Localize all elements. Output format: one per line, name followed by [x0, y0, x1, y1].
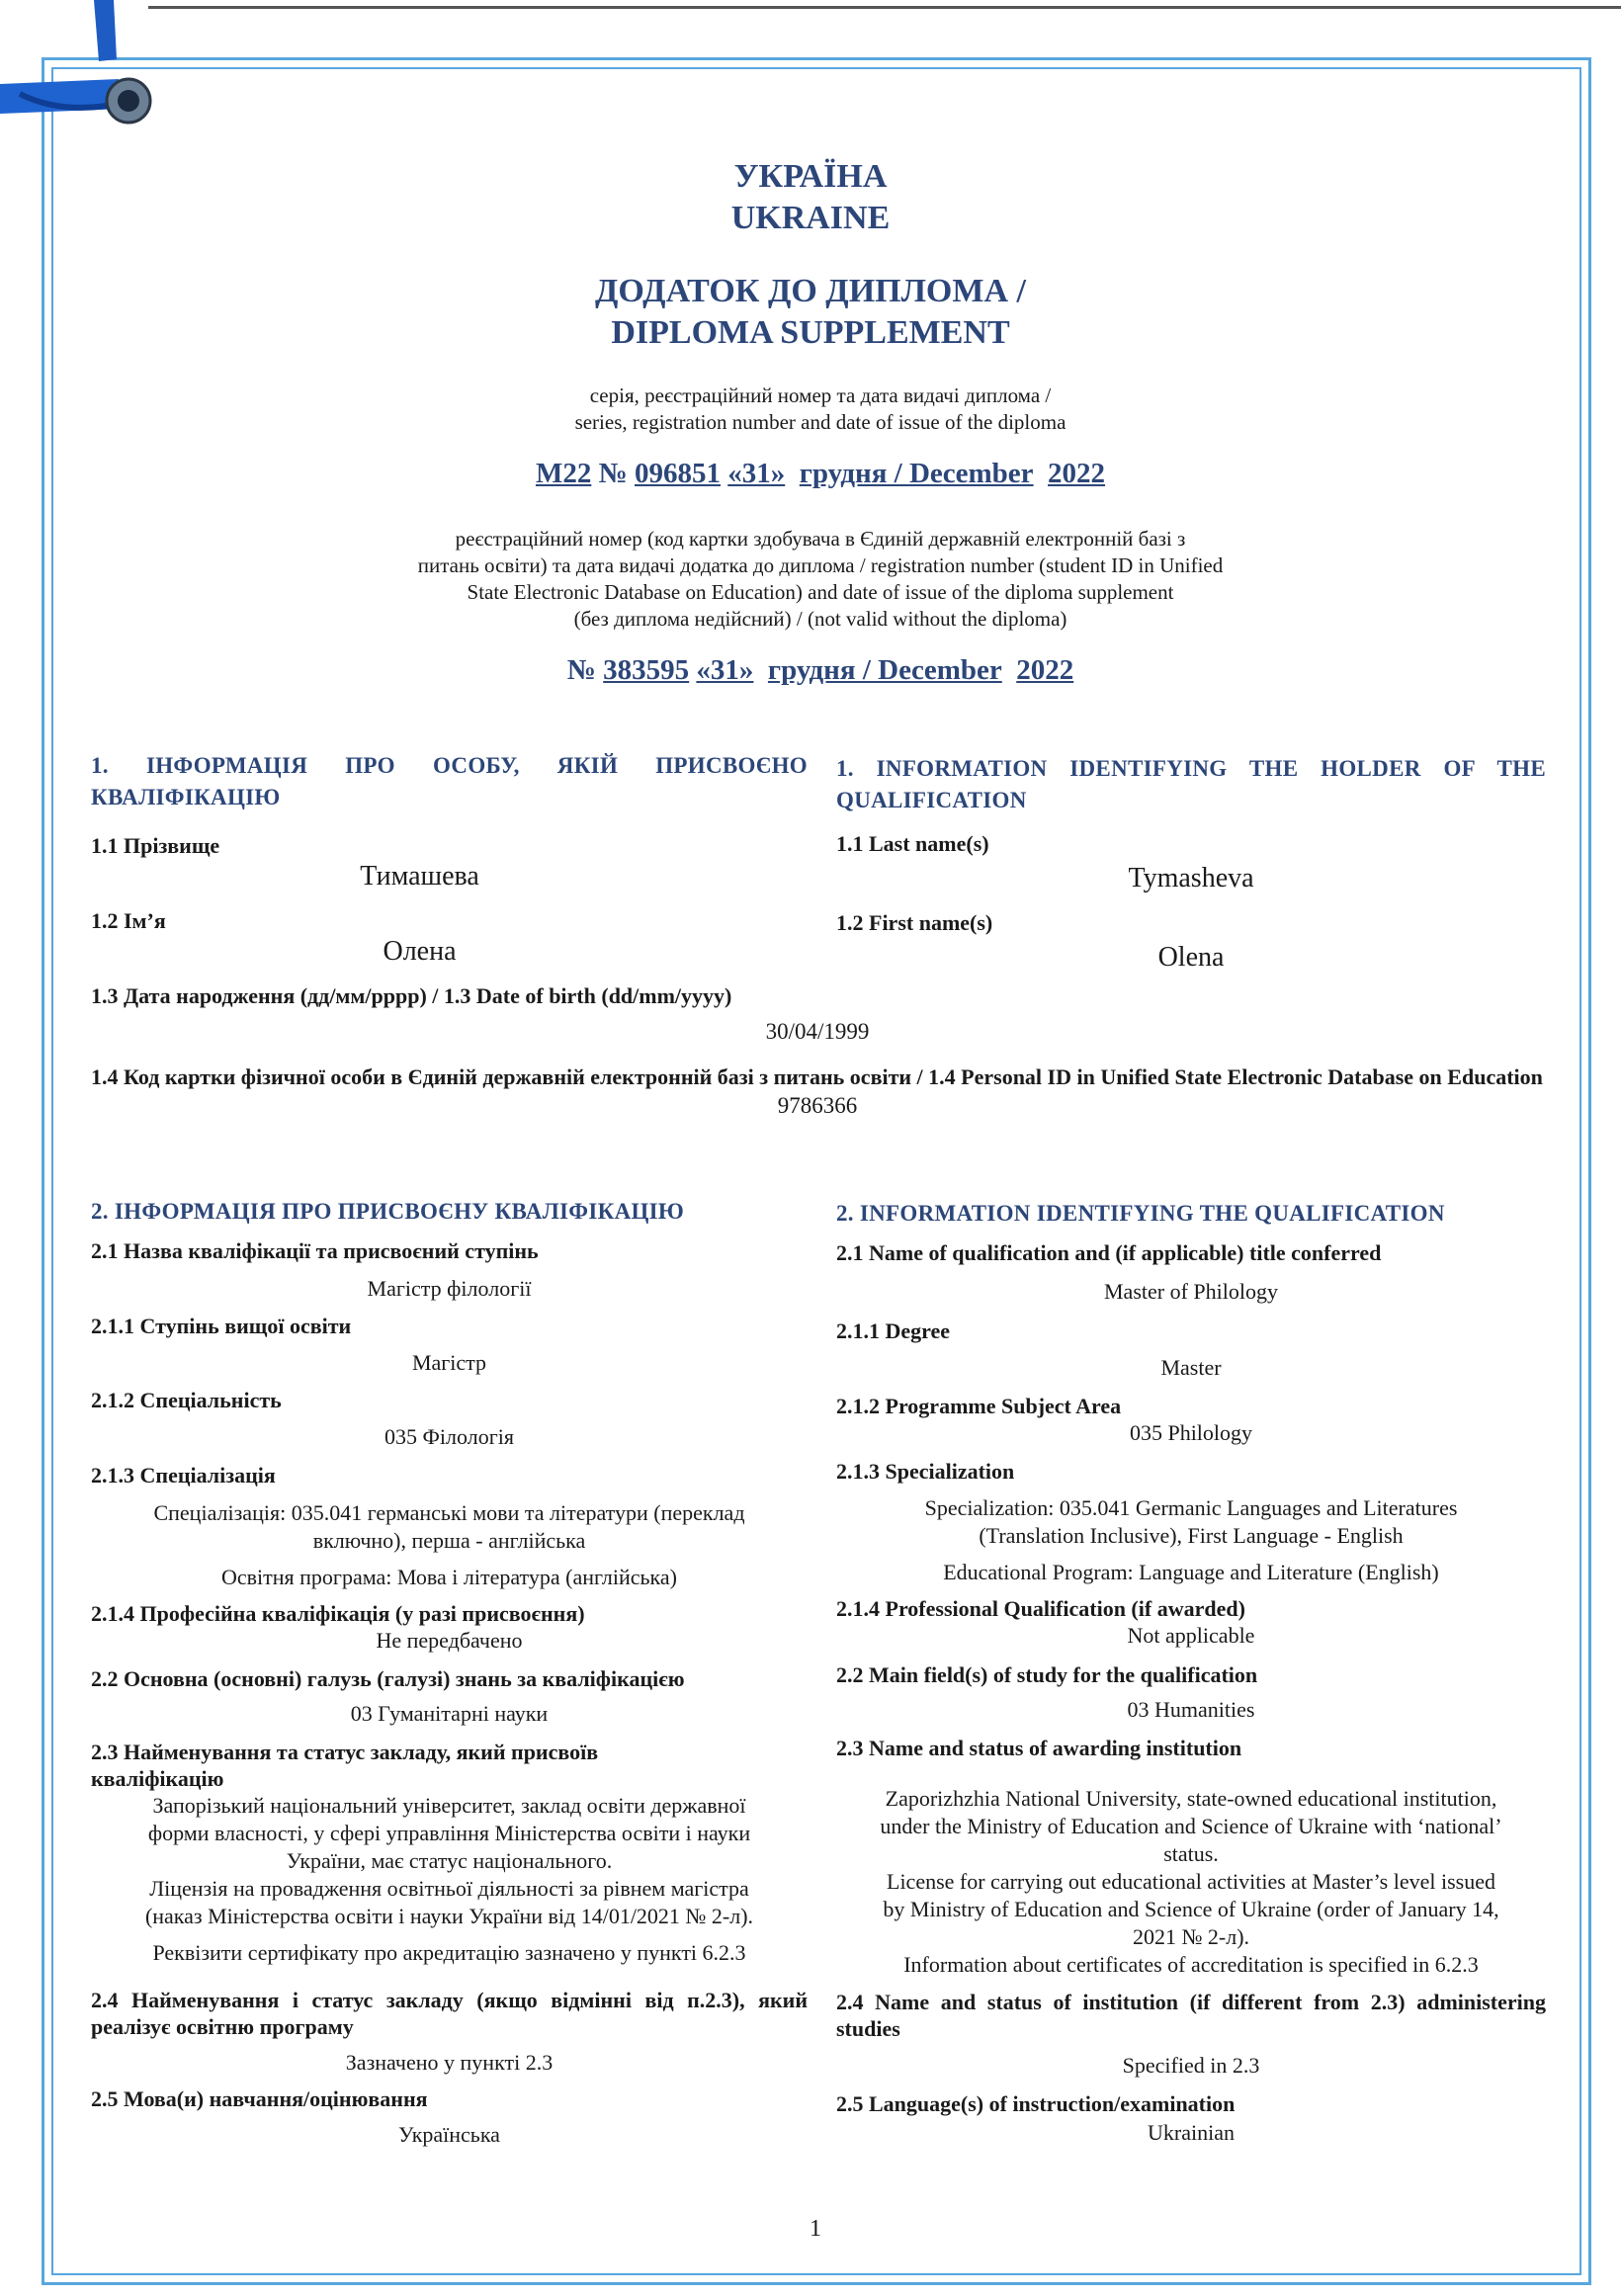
q214-label-en: 2.1.4 Professional Qualification (if awarded) [836, 1596, 1245, 1621]
q23-uk-3: України, має статус національного. [286, 1848, 613, 1873]
scan-top-edge [148, 6, 1621, 9]
last-name-uk: Тимашева [360, 861, 479, 892]
q23-en-3: status. [1163, 1841, 1219, 1866]
q213-en-3: Educational Program: Language and Literature (English) [943, 1560, 1439, 1584]
section2-heading-uk: 2. ІНФОРМАЦІЯ ПРО ПРИСВОЄНУ КВАЛІФІКАЦІЮ [91, 1199, 685, 1224]
q23-uk-2: форми власності, у сфері управління Міністерства освіти і науки [147, 1821, 751, 1845]
section2-heading-en: 2. INFORMATION IDENTIFYING THE QUALIFICATION [836, 1201, 1445, 1226]
q24-label-en: 2.4 Name and status of institution (if different from 2.3) administering studies [836, 1990, 1546, 2041]
q211-label-en: 2.1.1 Degree [836, 1318, 951, 1343]
series-caption-line-1: серія, реєстраційний номер та дата видачі диплома / [589, 383, 1052, 407]
q213-label-uk: 2.1.3 Спеціалізація [91, 1463, 276, 1488]
q23-uk-6: Реквізити сертифікату про акредитацію зазначено у пункті 6.2.3 [152, 1940, 746, 1965]
q214-uk: Не передбачено [376, 1628, 523, 1653]
diploma-number-line [0, 456, 1621, 491]
q213-en-2: (Translation Inclusive), First Language - English [979, 1523, 1404, 1548]
q23-label-uk-1: 2.3 Найменування та статус закладу, який присвоїв [91, 1740, 599, 1764]
q21-en: Master of Philology [1104, 1279, 1278, 1304]
q211-uk: Магістр [411, 1350, 487, 1375]
q23-label-en: 2.3 Name and status of awarding institution [836, 1736, 1242, 1760]
q212-label-en: 2.1.2 Programme Subject Area [836, 1394, 1122, 1418]
last-name-en-block [836, 830, 1546, 896]
supplement-number-line [0, 652, 1621, 688]
supplement-year: 2022 [1016, 654, 1074, 686]
supplement-caption-line-3: State Electronic Database on Education) and date of issue of the diploma supplement [467, 580, 1174, 604]
last-name-label-en: 1.1 Last name(s) [836, 831, 989, 856]
q214-en: Not applicable [1127, 1623, 1255, 1648]
q213-uk-3: Освітня програма: Мова і література (англійська) [221, 1565, 677, 1589]
first-name-en-block [836, 909, 1546, 976]
section2-left-column [91, 1237, 808, 2149]
q23-uk-1: Запорізький національний університет, заклад освіти державної [152, 1793, 746, 1818]
q22-label-en: 2.2 Main field(s) of study for the qualification [836, 1662, 1258, 1687]
document-title [0, 271, 1621, 354]
q211-label-uk: 2.1.1 Ступінь вищої освіти [91, 1314, 352, 1338]
first-name-label-en: 1.2 First name(s) [836, 910, 993, 935]
q24-label-uk: 2.4 Найменування і статус закладу (якщо відмінні від п.2.3), який реалізує освітню програму [91, 1988, 808, 2039]
q212-en: 035 Philology [1129, 1420, 1253, 1445]
section1-heading-en: 1. INFORMATION IDENTIFYING THE HOLDER OF THE QUALIFICATION [836, 756, 1546, 812]
q21-uk: Магістр філології [367, 1276, 532, 1301]
country-title [0, 156, 1621, 239]
q23-en-5: by Ministry of Education and Science of Ukraine (order of January 14, [883, 1897, 1499, 1921]
q214-label-uk: 2.1.4 Професійна кваліфікація (у разі присвоєння) [91, 1601, 585, 1626]
last-name-uk-block [91, 832, 808, 894]
series-caption [0, 383, 1621, 436]
series-caption-line-2: series, registration number and date of issue of the diploma [574, 410, 1066, 434]
personal-id-block [91, 1063, 1544, 1120]
supplement-caption-line-1: реєстраційний номер (код картки здобувача в Єдиній державній електронній базі з [455, 527, 1186, 551]
country-en: UKRAINE [730, 200, 891, 236]
diploma-series: М22 [535, 458, 592, 489]
supplement-caption [0, 526, 1621, 633]
q23-label-uk-2: кваліфікацію [91, 1766, 224, 1791]
dob-value: 30/04/1999 [765, 1019, 870, 1044]
q23-en-7: Information about certificates of accreditation is specified in 6.2.3 [903, 1952, 1479, 1977]
document-title-uk: ДОДАТОК ДО ДИПЛОМА / [595, 273, 1026, 309]
q25-label-en: 2.5 Language(s) of instruction/examination [836, 2091, 1236, 2116]
q21-label-uk: 2.1 Назва кваліфікації та присвоєний ступінь [91, 1238, 539, 1263]
q23-uk-4: Ліцензія на провадження освітньої діяльності за рівнем магістра [149, 1876, 749, 1901]
q25-uk: Українська [398, 2122, 500, 2147]
q23-uk-5: (наказ Міністерства освіти і науки України від 14/01/2021 № 2-л). [144, 1904, 754, 1928]
q212-uk: 035 Філологія [384, 1424, 514, 1449]
q213-uk-1: Спеціалізація: 035.041 германські мови та літератури (переклад [153, 1500, 745, 1525]
q213-label-en: 2.1.3 Specialization [836, 1459, 1015, 1484]
first-name-en: Olena [1157, 942, 1225, 973]
q213-en-1: Specialization: 035.041 Germanic Languages and Literatures [924, 1495, 1458, 1520]
q22-uk: 03 Гуманітарні науки [350, 1701, 549, 1726]
q213-uk-2: включно), перша - англійська [312, 1528, 586, 1553]
first-name-uk-block [91, 907, 808, 970]
dob-label: 1.3 Дата народження (дд/мм/рррр) / 1.3 Date of birth (dd/mm/yyyy) [91, 983, 732, 1008]
q23-en-6: 2021 № 2-л). [1132, 1924, 1250, 1949]
supplement-caption-line-2: питань освіти) та дата видачі додатка до диплома / registration number (student ID in Unified [417, 553, 1224, 577]
personal-id-label: 1.4 Код картки фізичної особи в Єдиній державній електронній базі з питань освіти / 1.4 Personal ID in Unified State Electronic Database on Education [91, 1064, 1543, 1089]
ribbon-seal-icon [0, 0, 158, 138]
q25-en: Ukrainian [1148, 2120, 1235, 2145]
q22-label-uk: 2.2 Основна (основні) галузь (галузі) знань за кваліфікацією [91, 1666, 685, 1691]
q211-en: Master [1160, 1355, 1222, 1380]
q23-en-1: Zaporizhzhia National University, state-owned educational institution, [885, 1786, 1497, 1811]
diploma-year: 2022 [1048, 458, 1106, 489]
q21-label-en: 2.1 Name of qualification and (if applicable) title conferred [836, 1240, 1382, 1265]
supplement-day: «31» [696, 654, 754, 686]
q212-label-uk: 2.1.2 Спеціальність [91, 1388, 282, 1412]
dob-block [91, 982, 1544, 1046]
q25-label-uk: 2.5 Мова(и) навчання/оцінювання [91, 2086, 428, 2111]
q24-uk: Зазначено у пункті 2.3 [345, 2050, 554, 2075]
q24-en: Specified in 2.3 [1122, 2053, 1260, 2078]
supplement-caption-line-4: (без диплома недійсний) / (not valid without the diploma) [573, 607, 1067, 631]
document-title-en: DIPLOMA SUPPLEMENT [611, 314, 1010, 351]
q23-en-2: under the Ministry of Education and Science of Ukraine with ‘national’ [880, 1814, 1502, 1838]
page-number: 1 [810, 2216, 821, 2242]
last-name-en: Tymasheva [1128, 863, 1254, 893]
personal-id-value: 9786366 [777, 1093, 858, 1118]
first-name-label-uk: 1.2 Ім’я [91, 908, 166, 933]
supplement-no-sign: № [566, 654, 596, 686]
supplement-month: грудня / December [767, 654, 1002, 686]
diploma-day: «31» [727, 458, 786, 489]
diploma-month: грудня / December [799, 458, 1034, 489]
diploma-number: 096851 [634, 458, 721, 489]
last-name-label-uk: 1.1 Прізвище [91, 833, 220, 858]
q23-en-4: License for carrying out educational activities at Master’s level issued [887, 1869, 1495, 1894]
section2-right-column [836, 1239, 1546, 2147]
country-uk: УКРАЇНА [733, 158, 888, 195]
diploma-no-sign: № [598, 458, 628, 489]
supplement-number: 383595 [603, 654, 690, 686]
first-name-uk: Олена [383, 936, 457, 967]
q22-en: 03 Humanities [1127, 1697, 1255, 1722]
section1-heading-uk: 1. ІНФОРМАЦІЯ ПРО ОСОБУ, ЯКІЙ ПРИСВОЄНО КВАЛІФІКАЦІЮ [91, 753, 808, 809]
